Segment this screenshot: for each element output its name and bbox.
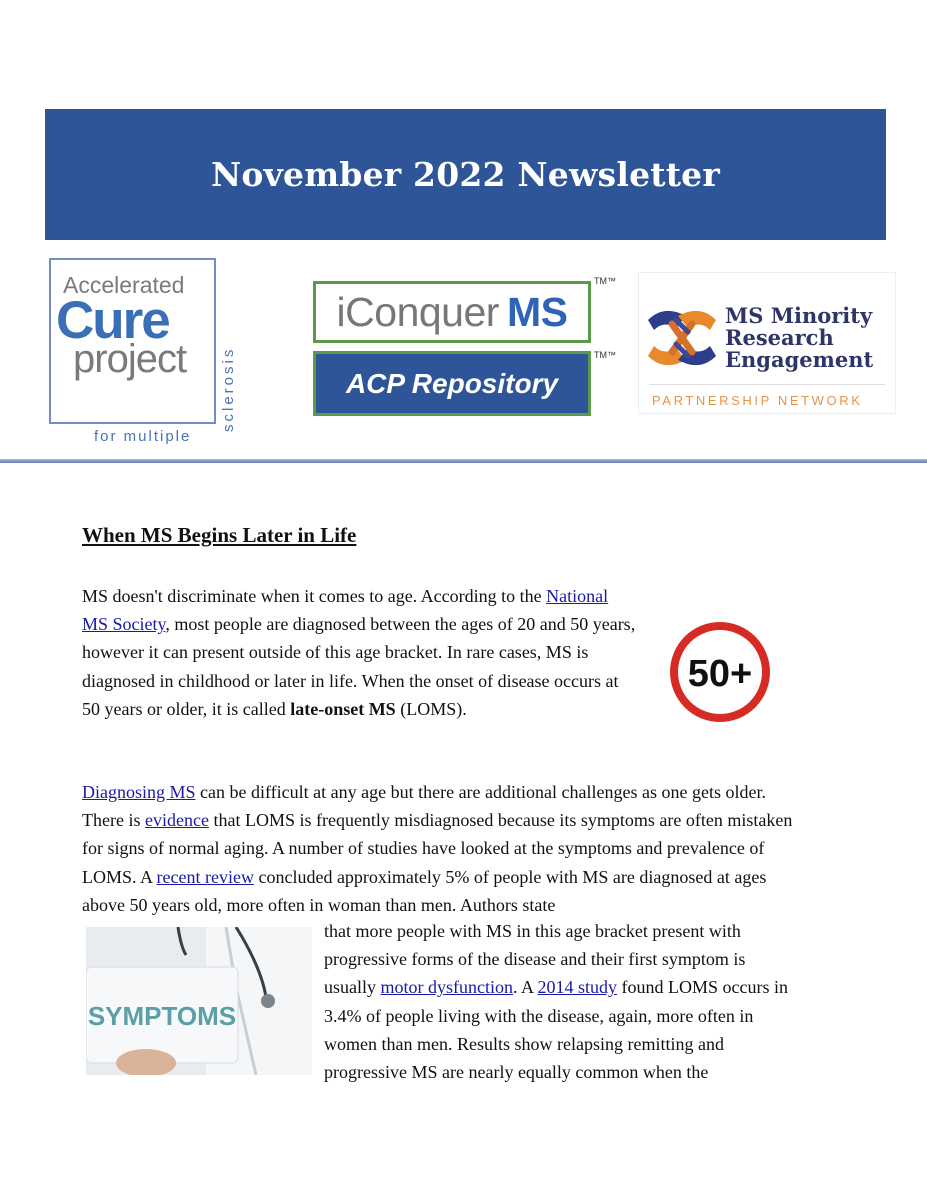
iconquer-ms-logo[interactable]: [313, 281, 591, 343]
p1-text-b: , most people are diagnosed between the ages of 20 and 50 years, however it can present outside of this age bracket. In rare cases, MS is diagnosed in childhood or later in life. When the onset of disease occurs at 50 years or older, it is called: [82, 614, 636, 719]
p2-text-b: that LOMS is frequently misdiagnosed because its symptoms are often mistaken for signs of normal aging. A number of studies have looked at the symptoms and prevalence of LOMS. A: [82, 810, 793, 887]
recent-review-link[interactable]: recent review: [156, 866, 254, 887]
article-paragraph-2: [82, 778, 794, 919]
article-paragraph-3: [324, 917, 794, 1086]
study-2014-link[interactable]: 2014 study: [537, 977, 618, 998]
p1-text-c: (LOMS).: [395, 698, 467, 719]
acp-logo-line1: Accelerated: [63, 272, 185, 298]
acp-logo-tagline: for multiple: [94, 428, 192, 445]
p1-text-a: MS doesn't discriminate when it comes to age. According to the: [82, 586, 547, 606]
doctor-holding-sign-icon: [86, 927, 312, 1075]
header-divider: [0, 459, 927, 463]
msmre-line3: Engagement: [725, 347, 874, 372]
accelerated-cure-project-logo[interactable]: [49, 258, 216, 424]
symptoms-image-label: SYMPTOMS: [87, 1001, 237, 1031]
p3-text-a: that more people with MS in this age bracket present with progressive forms of the disease and their first symptom is usually: [324, 921, 746, 998]
hands-icon: [641, 298, 723, 378]
msmre-line2: Research: [725, 325, 834, 350]
evidence-link[interactable]: evidence: [144, 810, 209, 831]
p2-text-a: can be difficult at any age but there are additional challenges as one gets older. There is: [82, 782, 766, 831]
acp-repository-logo[interactable]: [313, 351, 591, 416]
article-title: When MS Begins Later in Life: [82, 523, 357, 547]
iconquer-suffix: MS: [506, 288, 568, 335]
acp-logo-line3: project: [73, 337, 187, 381]
p3-text-c: found LOMS occurs in 3.4% of people living with the disease, again, more often in women than men. Results show relapsing remitting and progressive MS are nearly equally common when the: [324, 977, 789, 1083]
iconquer-trademark: TM™: [594, 276, 616, 286]
newsletter-banner: [45, 109, 886, 240]
msmre-subline: PARTNERSHIP NETWORK: [652, 393, 863, 408]
late-onset-ms-bold: late-onset MS: [290, 698, 396, 719]
ms-minority-research-logo[interactable]: [638, 272, 896, 414]
p3-text-b: . A: [513, 977, 538, 998]
national-ms-society-link[interactable]: National MS Society: [82, 586, 609, 635]
badge-label: 50+: [687, 653, 753, 695]
msmre-line1: MS Minority: [725, 303, 873, 328]
age-50-plus-icon: [670, 622, 770, 722]
symptoms-image: [86, 927, 312, 1075]
motor-dysfunction-link[interactable]: motor dysfunction: [380, 977, 513, 998]
acp-logo-line2: Cure: [56, 291, 169, 350]
msmre-divider: [649, 384, 885, 385]
repository-trademark: TM™: [594, 350, 616, 360]
newsletter-title: November 2022 Newsletter: [211, 155, 720, 194]
diagnosing-ms-link[interactable]: Diagnosing MS: [82, 782, 196, 802]
acp-repository-label: ACP Repository: [345, 367, 559, 399]
iconquer-prefix: iConquer: [336, 288, 499, 335]
acp-logo-tagline-vertical: sclerosis: [220, 346, 237, 432]
p2-text-c: concluded approximately 5% of people with MS are diagnosed at ages above 50 years old, more often in woman than men. Authors state: [82, 866, 767, 915]
article-paragraph-1: [82, 582, 638, 723]
